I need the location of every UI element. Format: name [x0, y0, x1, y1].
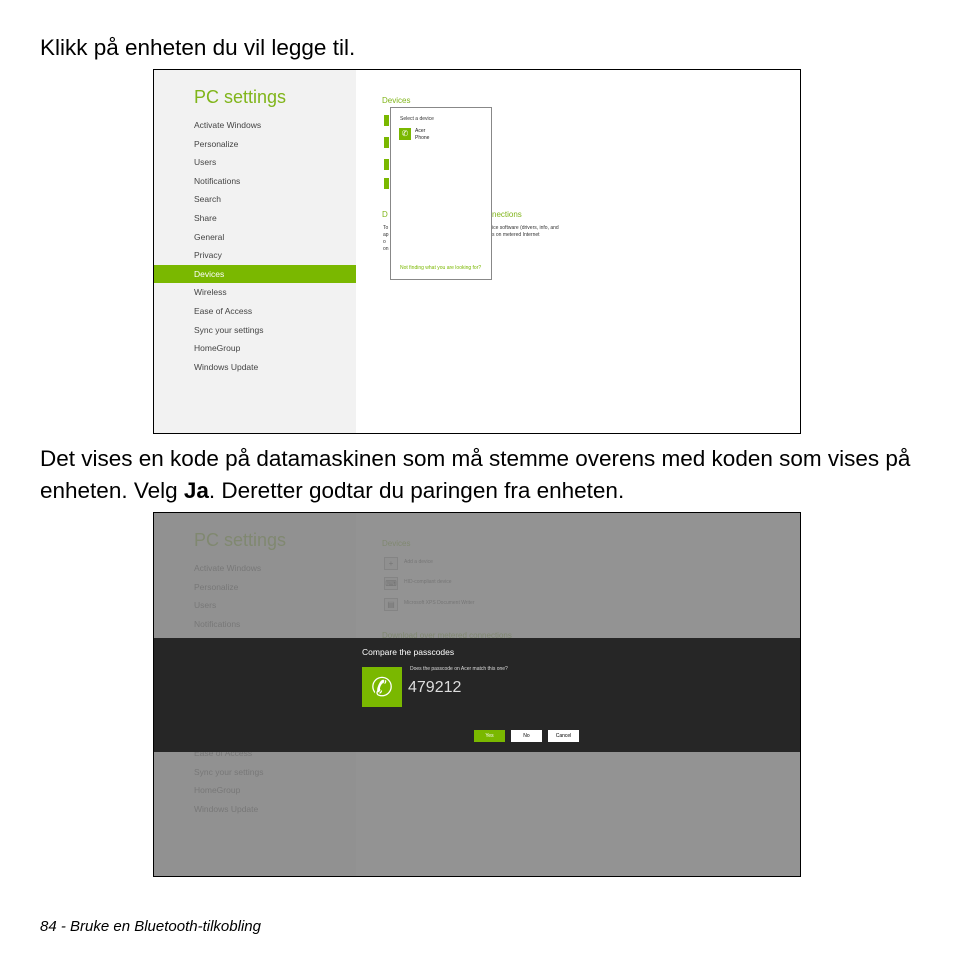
instruction-paragraph-2: Det vises en kode på datamaskinen som må stemme overens med koden som vises på enheten. Velg Ja. Deretter godtar du paringen fra enheten. [40, 446, 911, 503]
sidebar-item-windows-update[interactable]: Windows Update [194, 361, 259, 372]
sidebar-title: PC settings [194, 87, 287, 107]
no-button[interactable]: No [511, 730, 542, 742]
sidebar-item-general[interactable]: General [194, 231, 225, 242]
text-partial-right: ice software (drivers, info, and s on metered Internet [492, 225, 559, 238]
device-tile-marker [384, 178, 389, 189]
cancel-button[interactable]: Cancel [548, 730, 579, 742]
sidebar-item-users[interactable]: Users [194, 157, 217, 168]
instruction-paragraph-1: Klikk på enheten du vil legge til. [40, 35, 356, 60]
phone-icon[interactable]: ✆ [399, 128, 411, 140]
device-tile-marker [384, 137, 389, 148]
bold-yes: Ja [183, 478, 209, 503]
phone-icon: ✆ [362, 667, 402, 707]
sidebar-item-share[interactable]: Share [194, 212, 217, 223]
section-heading-partial-right: nections [492, 210, 522, 219]
sidebar-item-wireless[interactable]: Wireless [194, 287, 227, 298]
device-tile-marker [384, 159, 389, 170]
sidebar-item-search[interactable]: Search [194, 194, 221, 205]
dialog-title: Compare the passcodes [362, 647, 455, 657]
devices-heading: Devices [382, 96, 411, 105]
sidebar-item-activate-windows[interactable]: Activate Windows [194, 120, 262, 130]
not-finding-link[interactable]: Not finding what you are looking for? [400, 265, 482, 271]
sidebar-item-sync-settings[interactable]: Sync your settings [194, 324, 264, 335]
sidebar-item-devices[interactable]: Devices [154, 265, 356, 284]
screenshot-select-device [153, 69, 801, 434]
compare-passcodes-dialog [154, 638, 800, 752]
select-device-popup [390, 107, 492, 280]
page-footer: 84 - Bruke en Bluetooth-tilkobling [40, 918, 261, 935]
device-tile-marker [384, 115, 389, 126]
sidebar-item-personalize[interactable]: Personalize [194, 138, 239, 149]
sidebar-item-privacy[interactable]: Privacy [194, 250, 222, 261]
yes-button[interactable]: Yes [474, 730, 505, 742]
screenshot-compare-passcodes [153, 512, 801, 877]
dialog-question: Does the passcode on Acer match this one? [410, 666, 508, 672]
sidebar-item-notifications[interactable]: Notifications [194, 175, 241, 186]
passcode: 479212 [408, 679, 462, 696]
device-entry-acer[interactable]: Acer Phone [415, 128, 430, 141]
settings-sidebar [154, 70, 356, 433]
sidebar-item-homegroup[interactable]: HomeGroup [194, 343, 241, 354]
section-heading-partial-left: D [382, 210, 388, 219]
sidebar-item-ease-of-access[interactable]: Ease of Access [194, 305, 253, 316]
select-device-label: Select a device [400, 116, 434, 122]
text-partial-left: To ap o on [383, 225, 389, 252]
